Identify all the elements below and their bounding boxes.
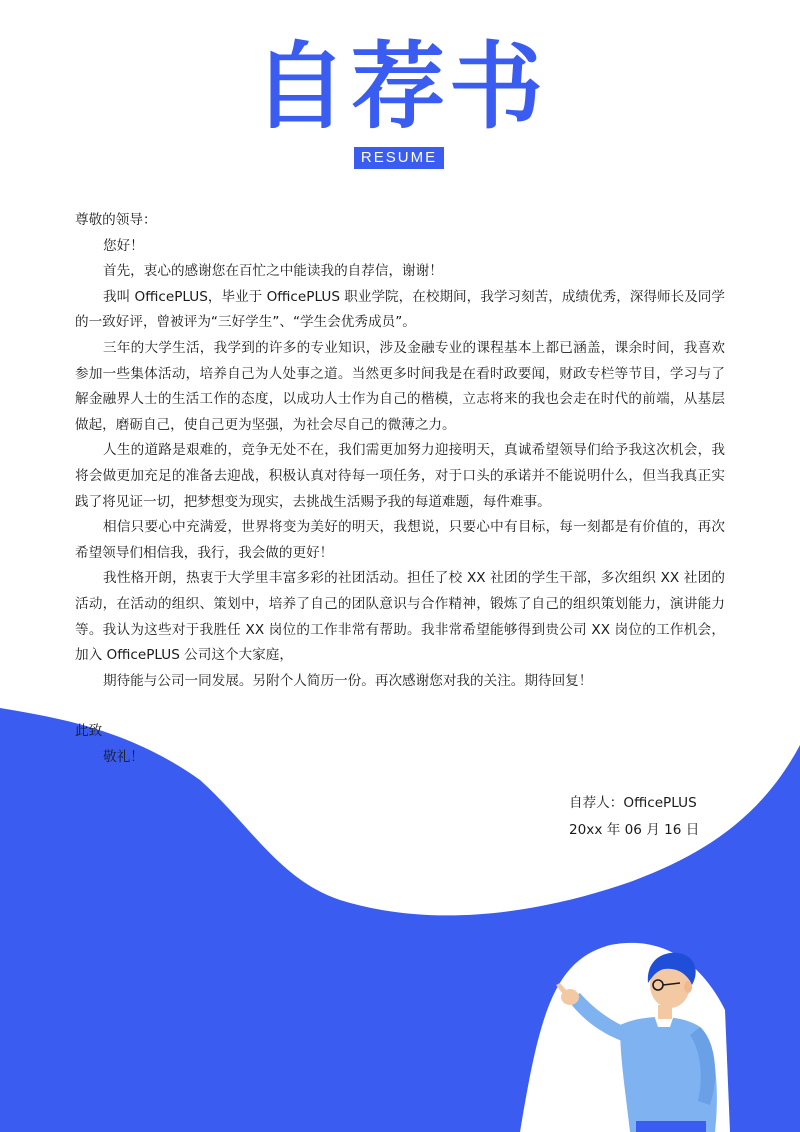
signature-name: 自荐人：OfficePLUS	[569, 795, 697, 811]
letter-paragraph: 我叫 OfficePLUS，毕业于 OfficePLUS 职业学院，在校期间，我学习刻苦，成绩优秀，深得师长及同学的一致好评，曾被评为“三好学生”、“学生会优秀成员”。	[75, 288, 725, 331]
person-pointing-illustration	[550, 945, 730, 1132]
letter-greeting: 尊敬的领导：	[75, 212, 157, 228]
letter-paragraph: 三年的大学生活，我学到的许多的专业知识，涉及金融专业的课程基本上都已涵盖，课余时间，我喜欢参加一些集体活动，培养自己为人处事之道。当然更多时间我是在看时政要闻，财政专栏等节目，学习与了解金融界人士的生活工作的态度，以成功人士作为自己的楷模，立志将来的我也会走在时代的前端，从基层做起，磨砺自己，使自己更为坚强，为社会尽自己的微薄之力。	[75, 339, 725, 433]
letter-closing: 此致	[75, 723, 103, 740]
letter-paragraph: 期待能与公司一同发展。另附个人简历一份。再次感谢您对我的关注。期待回复！	[103, 672, 593, 689]
letter-hello: 您好！	[103, 237, 144, 254]
letter-paragraph: 人生的道路是艰难的，竞争无处不在，我们需更加努力迎接明天，真诚希望领导们给予我这次机会，我将会做更加充足的准备去迎战，积极认真对待每一项任务，对于口头的承诺并不能说明什么，但当我真正实践了将见证一切，把梦想变为现实，去挑战生活赐予我的每道难题，每件难事。	[75, 442, 725, 510]
letter-paragraph: 相信只要心中充满爱，世界将变为美好的明天，我想说，只要心中有目标，每一刻都是有价值的，再次希望领导们相信我，我行，我会做的更好！	[75, 519, 725, 561]
spacer	[75, 694, 725, 719]
page-title: 自荐书	[252, 32, 547, 142]
signature-block	[569, 790, 699, 844]
signature-date: 20xx 年 06 月 16 日	[569, 822, 700, 838]
letter-body	[75, 208, 725, 770]
letter-salute: 敬礼！	[103, 748, 144, 765]
letter-paragraph: 我性格开朗，热衷于大学里丰富多彩的社团活动。担任了校 XX 社团的学生干部，多次组织 XX 社团的活动，在活动的组织、策划中，培养了自己的团队意识与合作精神，锻炼了自己的组织策划能力，演讲能力等。我认为这些对于我胜任 XX 岗位的工作非常有帮助。我非常希望能够得到贵公司 XX 岗位的工作机会，加入 OfficePLUS 公司这个大家庭，	[75, 570, 725, 664]
resume-badge: RESUME	[354, 147, 444, 169]
letter-paragraph: 首先，衷心的感谢您在百忙之中能读我的自荐信，谢谢！	[103, 263, 443, 280]
page-header	[0, 30, 800, 175]
